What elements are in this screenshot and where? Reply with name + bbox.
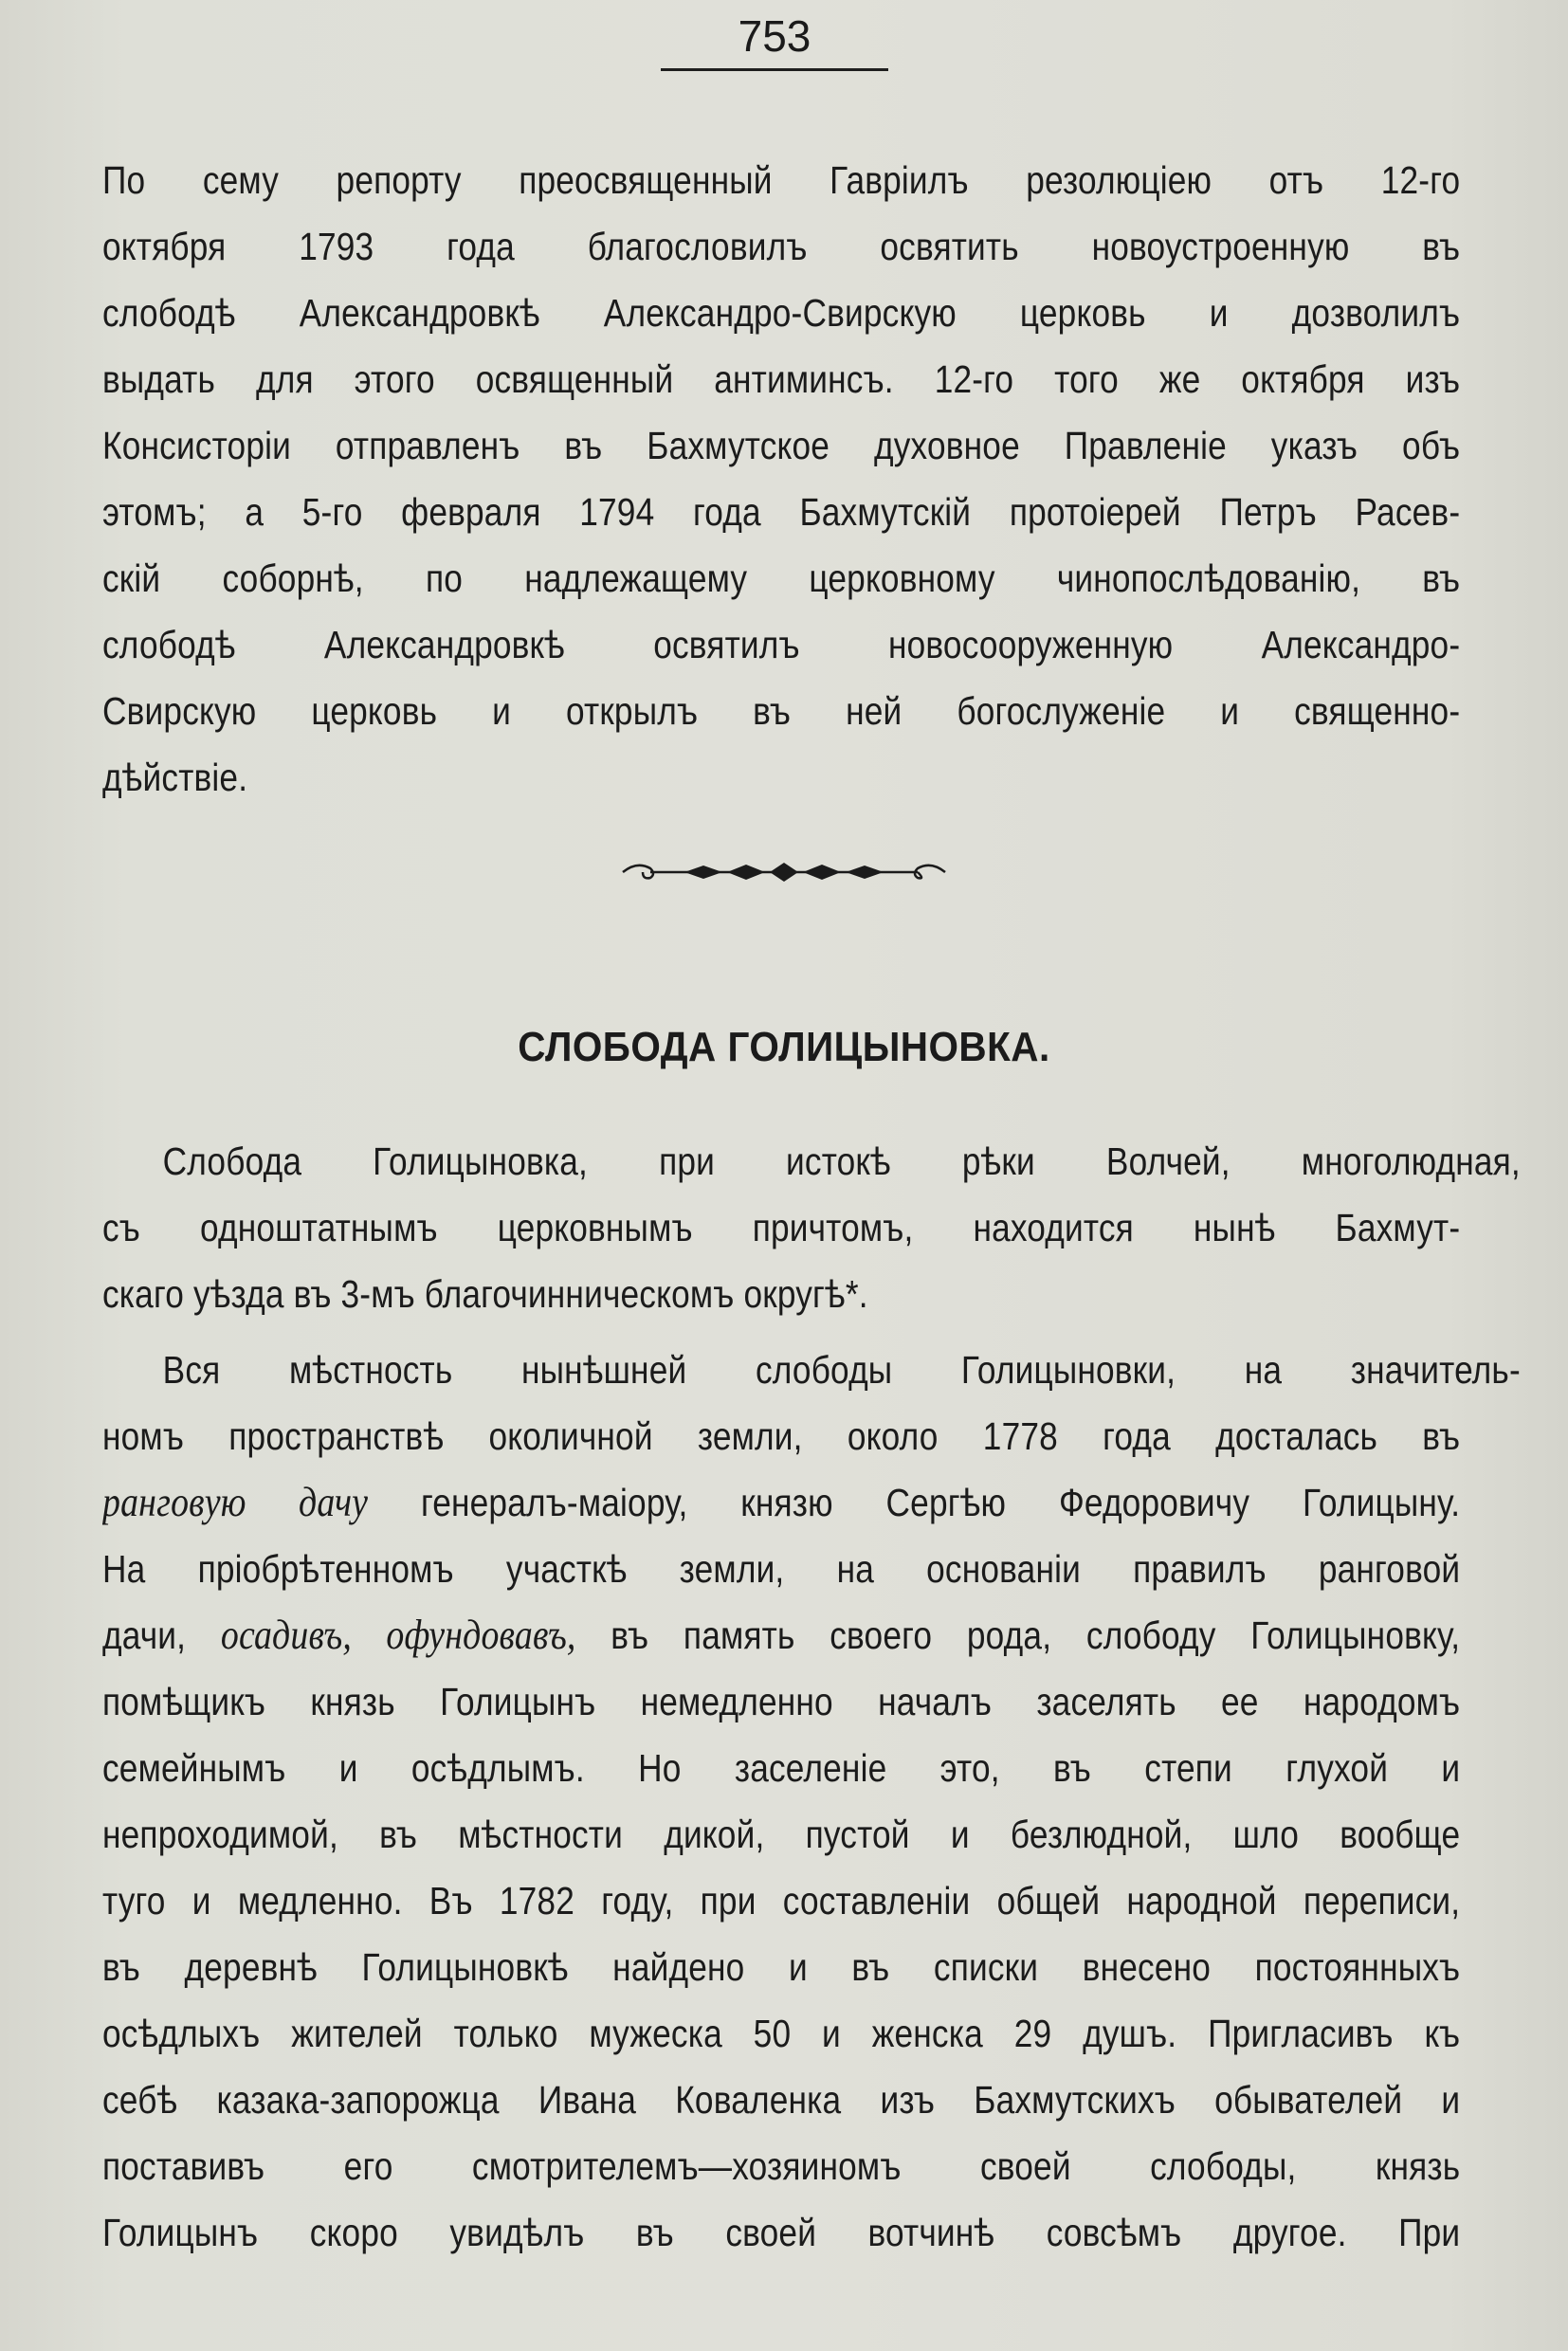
text-line: себѣ казака-запорожца Ивана Коваленка изъ Бахмутскихъ обывателей и: [102, 2078, 1461, 2122]
page-number-rule: [661, 68, 888, 71]
text-line: скаго уѣзда въ 3-мъ благочинническомъ округѣ*.: [102, 1272, 868, 1316]
text-line: Свирскую церковь и открылъ въ ней богослуженіе и священно-: [102, 689, 1461, 733]
paragraph-intro: [102, 1128, 1521, 1327]
italic-term: осадивъ, офундовавъ,: [220, 1612, 576, 1658]
text-line-mixed: [102, 1469, 1460, 1536]
text-line: октября 1793 года благословилъ освятить новоустроенную въ: [102, 225, 1461, 268]
text-line: скій соборнѣ, по надлежащему церковному чинопослѣдованію, въ: [102, 556, 1461, 600]
italic-term: ранговую дачу: [102, 1479, 369, 1525]
text-line: На пріобрѣтенномъ участкѣ земли, на основаніи правилъ ранговой: [102, 1547, 1461, 1591]
ornamental-divider-icon: [618, 853, 950, 891]
section-heading: СЛОБОДА ГОЛИЦЫНОВКА.: [518, 1024, 1050, 1070]
page-number: 753: [738, 11, 811, 61]
text-line: осѣдлыхъ жителей только мужеска 50 и женска 29 душъ. Пригласивъ къ: [102, 2012, 1461, 2055]
paragraph-history: [102, 1337, 1521, 2266]
text-line: семейнымъ и осѣдлымъ. Но заселеніе это, въ степи глухой и: [102, 1746, 1461, 1790]
text-line: Голицынъ скоро увидѣлъ въ своей вотчинѣ совсѣмъ другое. При: [102, 2211, 1461, 2254]
text-line-mixed: [102, 1602, 1460, 1668]
text-line: выдать для этого освященный антиминсъ. 12-го того же октября изъ: [102, 357, 1461, 401]
paragraph-church-consecration: [102, 147, 1460, 811]
text-segment: въ память своего рода, слободу Голицыновку,: [575, 1613, 1461, 1657]
text-line: поставивъ его смотрителемъ—хозяиномъ своей слободы, князь: [102, 2144, 1461, 2188]
text-line: помѣщикъ князь Голицынъ немедленно началъ заселять ее народомъ: [102, 1680, 1461, 1723]
text-segment: дачи,: [102, 1613, 221, 1657]
text-line: Консисторіи отправленъ въ Бахмутское духовное Правленіе указъ объ: [102, 424, 1461, 467]
text-line: съ одноштатнымъ церковнымъ причтомъ, находится нынѣ Бахмут-: [102, 1206, 1461, 1249]
text-line: Вся мѣстность нынѣшней слободы Голицыновки, на значитель-: [162, 1348, 1521, 1392]
text-line: номъ пространствѣ околичной земли, около 1778 года досталась въ: [102, 1414, 1461, 1458]
text-line: слободѣ Александровкѣ Александро-Свирскую церковь и дозволилъ: [102, 291, 1461, 335]
text-line: въ деревнѣ Голицыновкѣ найдено и въ списки внесено постоянныхъ: [102, 1945, 1461, 1989]
text-line: непроходимой, въ мѣстности дикой, пустой и безлюдной, шло вообще: [102, 1813, 1461, 1856]
text-segment: генералъ-маіору, князю Сергѣю Федоровичу Голицыну.: [368, 1481, 1461, 1524]
text-line: По сему репорту преосвященный Гавріилъ резолюціею отъ 12-го: [102, 158, 1461, 202]
text-line: слободѣ Александровкѣ освятилъ новосооруженную Александро-: [102, 623, 1461, 666]
text-line: дѣйствіе.: [102, 756, 248, 799]
text-line: Слобода Голицыновка, при истокѣ рѣки Волчей, многолюдная,: [162, 1139, 1521, 1183]
text-line: туго и медленно. Въ 1782 году, при составленіи общей народной переписи,: [102, 1879, 1461, 1923]
text-line: этомъ; а 5-го февраля 1794 года Бахмутскій протоіерей Петръ Расев-: [102, 490, 1461, 534]
